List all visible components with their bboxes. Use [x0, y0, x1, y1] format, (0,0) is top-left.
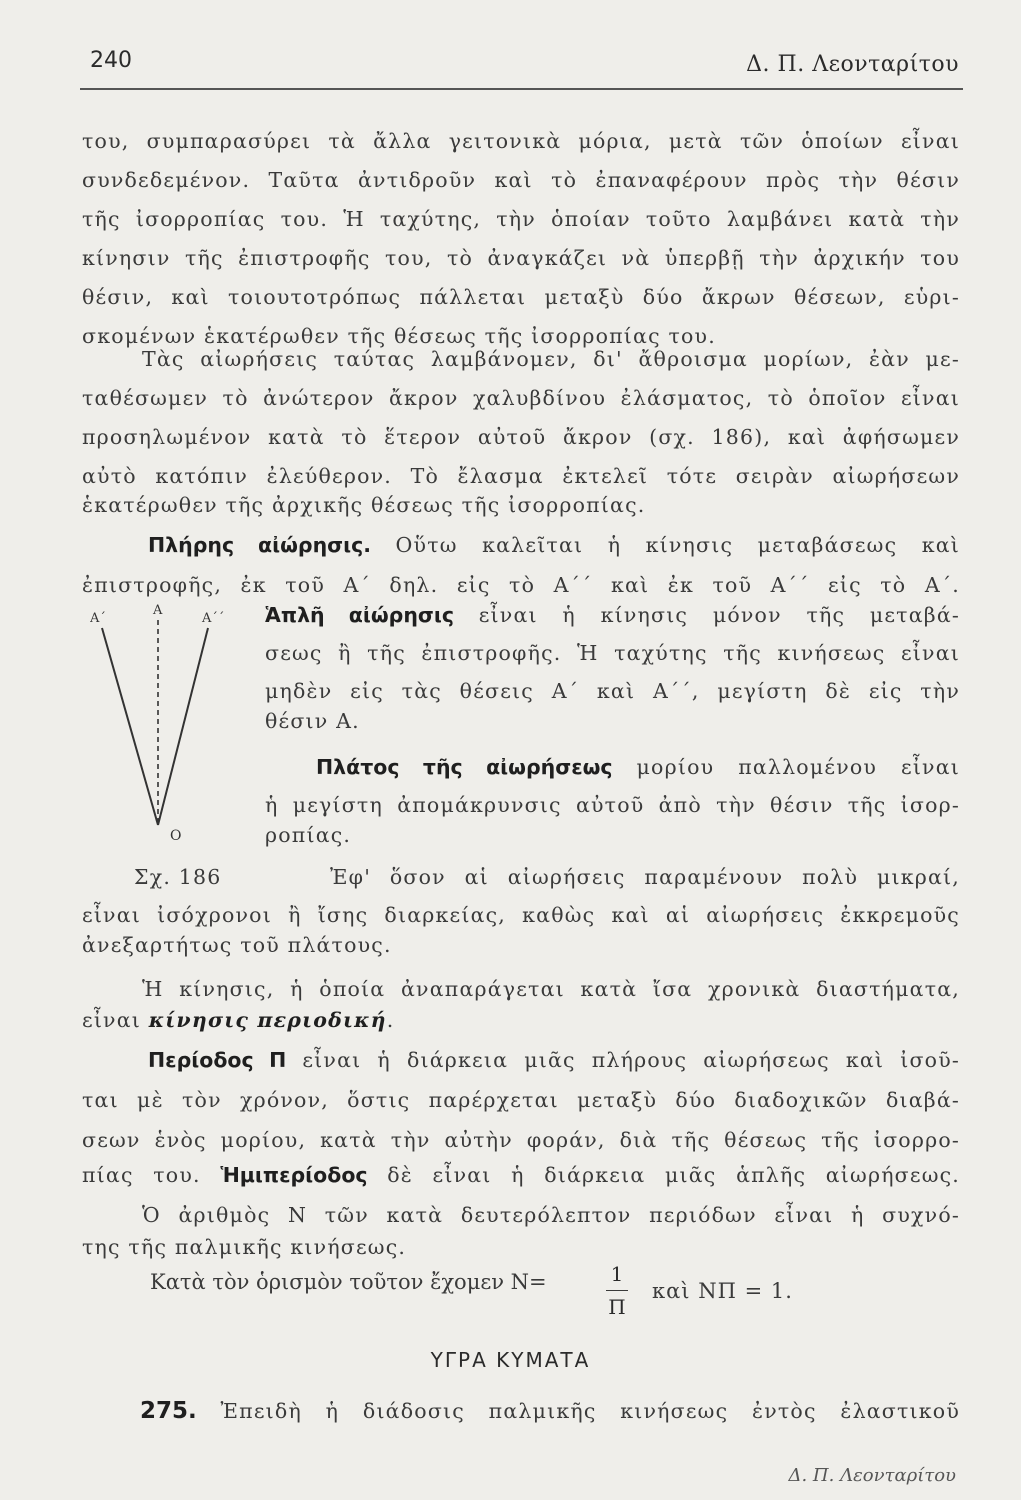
body-line: συνδεδεμένον. Ταῦτα ἀντιδροῦν καὶ τὸ ἐπαναφέρουν πρὸς τὴν θέσιν	[82, 168, 960, 192]
figure-label-a2: Α΄΄	[202, 611, 225, 626]
half-period-text: δὲ εἶναι ἡ διάρκεια μιᾶς ἁπλῆς αἰωρήσεως.	[387, 1163, 961, 1187]
equation-prefix: Κατὰ τὸν ὁρισμὸν τοῦτον ἔχομεν Ν=	[150, 1270, 547, 1294]
periodic-term: κίνησις περιοδική	[148, 1008, 387, 1032]
body-line: μηδὲν εἰς τὰς θέσεις Α΄ καὶ Α΄΄, μεγίστη δὲ εἰς τὴν	[265, 679, 960, 703]
period-line	[148, 1045, 960, 1075]
half-period-term: Ἡμιπερίοδος	[220, 1163, 368, 1187]
body-line: σεων ἑνὸς μορίου, κατὰ τὴν αὐτὴν φοράν, διὰ τῆς θέσεως τῆς ἰσορρο-	[82, 1128, 960, 1152]
body-line: εἶναι ἰσόχρονοι ἢ ἴσης διαρκείας, καθὼς καὶ αἱ αἰωρήσεις ἐκκρεμοῦς	[82, 903, 960, 927]
full-swing-line	[148, 530, 960, 560]
body-line: Ὁ ἀριθμὸς Ν τῶν κατὰ δευτερόλεπτον περιόδων εἶναι ἡ συχνό-	[142, 1203, 960, 1227]
body-line: τῆς ἰσορροπίας του. Ἡ ταχύτης, τὴν ὁποίαν τοῦτο λαμβάνει κατὰ τὴν	[82, 207, 960, 231]
body-line: ἐπιστροφῆς, ἐκ τοῦ Α΄ δηλ. εἰς τὸ Α΄΄ καὶ ἐκ τοῦ Α΄΄ εἰς τὸ Α΄.	[82, 573, 960, 597]
body-line: ται μὲ τὸν χρόνον, ὅστις παρέρχεται μεταξὺ δύο διαδοχικῶν διαβά-	[82, 1088, 960, 1112]
simple-swing-text: εἶναι ἡ κίνησις μόνον τῆς μεταβά-	[478, 603, 960, 627]
page-number: 240	[90, 48, 132, 73]
body-line: σκομένων ἑκατέρωθεν τῆς θέσεως τῆς ἰσορροπίας του.	[82, 324, 716, 348]
half-period-line	[82, 1160, 960, 1190]
body-line: Ἐφ' ὅσον αἱ αἰωρήσεις παραμένουν πολὺ μικραί,	[330, 865, 960, 889]
body-line: ἡ μεγίστη ἀπομάκρυνσις αὐτοῦ ἀπὸ τὴν θέσιν τῆς ἰσορ-	[265, 793, 960, 817]
simple-swing-term: Ἁπλῆ αἰώρησις	[265, 603, 455, 627]
body-line: προσηλωμένον κατὰ τὸ ἕτερον αὐτοῦ ἄκρον (σχ. 186), καὶ ἀφήσωμεν	[82, 425, 960, 449]
fraction-denominator: Π	[608, 1295, 626, 1319]
figure-label-o: Ο	[170, 828, 182, 844]
amplitude-term: Πλάτος τῆς αἰωρήσεως	[316, 755, 613, 779]
figure-left-line	[102, 628, 158, 825]
body-line: αὐτὸ κατόπιν ἐλεύθερον. Τὸ ἔλασμα ἐκτελεῖ τότε σειρὰν αἰωρήσεων	[82, 464, 960, 488]
section-title: ΥΓΡΑ ΚΥΜΑΤΑ	[430, 1348, 591, 1372]
running-head: Δ. Π. Λεονταρίτου	[746, 52, 959, 77]
period-text: εἶναι ἡ διάρκεια μιᾶς πλήρους αἰωρήσεως καὶ ἰσοῦ-	[302, 1048, 960, 1072]
body-line: της τῆς παλμικῆς κινήσεως.	[82, 1235, 407, 1259]
paragraph-275	[140, 1396, 960, 1426]
periodic-pre: εἶναι	[82, 1008, 142, 1032]
body-line: του, συμπαρασύρει τὰ ἄλλα γειτονικὰ μόρια, μετὰ τῶν ὁποίων εἶναι	[82, 129, 960, 153]
body-line: Τὰς αἰωρήσεις ταύτας λαμβάνομεν, δι' ἄθροισμα μορίων, ἐὰν με-	[142, 347, 960, 371]
footer-author: Δ. Π. Λεονταρίτου	[788, 1465, 956, 1486]
equation-suffix: καὶ ΝΠ = 1.	[652, 1279, 793, 1303]
pendulum-figure	[90, 600, 250, 850]
paragraph-text: Ἐπειδὴ ἡ διάδοσις παλμικῆς κινήσεως ἐντὸς ἐλαστικοῦ	[220, 1399, 960, 1423]
paragraph-number: 275.	[140, 1398, 197, 1424]
periodic-post: .	[386, 1008, 395, 1032]
full-swing-text: Οὕτω καλεῖται ἡ κίνησις μεταβάσεως καὶ	[395, 533, 960, 557]
fraction	[606, 1262, 628, 1319]
amplitude-line	[316, 752, 960, 782]
body-line: σεως ἢ τῆς ἐπιστροφῆς. Ἡ ταχύτης τῆς κινήσεως εἶναι	[265, 641, 960, 665]
body-line: ἀνεξαρτήτως τοῦ πλάτους.	[82, 933, 392, 957]
amplitude-text: μορίου παλλομένου εἶναι	[636, 755, 960, 779]
body-line: ροπίας.	[265, 823, 352, 847]
figure-label-a: Α	[153, 603, 163, 618]
period-term: Περίοδος Π	[148, 1048, 287, 1072]
body-line: θέσιν Α.	[265, 709, 360, 733]
body-line: θέσιν, καὶ τοιουτοτρόπως πάλλεται μεταξὺ δύο ἄκρων θέσεων, εὑρι-	[82, 285, 960, 309]
simple-swing-line	[265, 600, 960, 630]
fraction-bar	[606, 1290, 628, 1291]
full-swing-term: Πλήρης αἰώρησις.	[148, 533, 372, 557]
body-line: Ἡ κίνησις, ἡ ὁποία ἀναπαράγεται κατὰ ἴσα χρονικὰ διαστήματα,	[142, 977, 960, 1001]
body-line: ταθέσωμεν τὸ ἀνώτερον ἄκρον χαλυβδίνου ἐλάσματος, τὸ ὁποῖον εἶναι	[82, 386, 960, 410]
figure-caption: Σχ. 186	[134, 865, 222, 889]
figure-right-line	[158, 628, 208, 825]
half-period-pre: πίας του.	[82, 1163, 201, 1187]
periodic-line	[82, 1005, 960, 1035]
header-rule	[80, 88, 963, 90]
fraction-numerator: 1	[610, 1262, 624, 1286]
body-line: ἑκατέρωθεν τῆς ἀρχικῆς θέσεως τῆς ἰσορροπίας.	[82, 493, 646, 517]
body-line: κίνησιν τῆς ἐπιστροφῆς του, τὸ ἀναγκάζει νὰ ὑπερβῇ τὴν ἀρχικήν του	[82, 246, 960, 270]
figure-label-a1: Α΄	[90, 611, 106, 626]
